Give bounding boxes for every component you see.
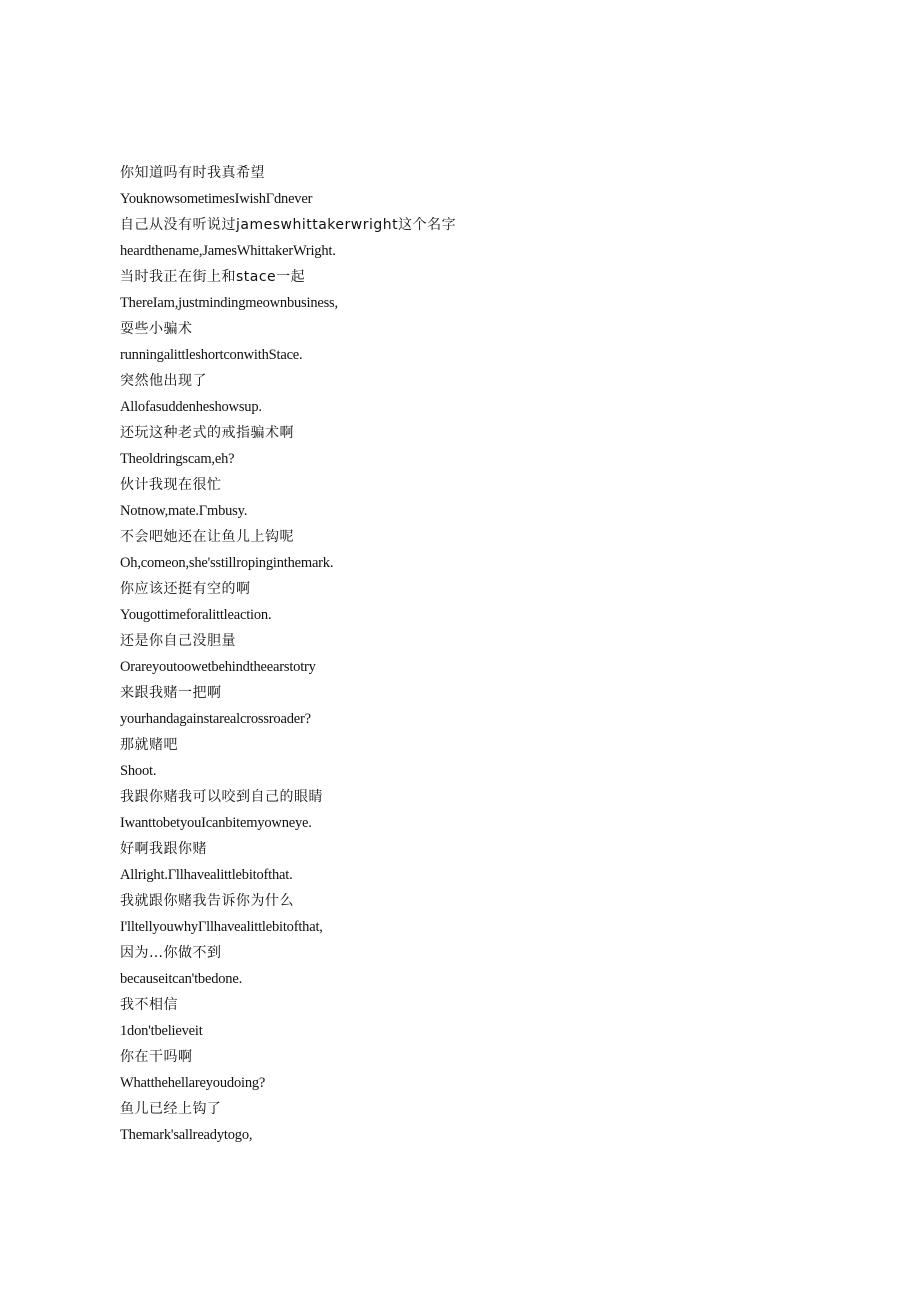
chinese-subtitle-line: 耍些小骗术 xyxy=(120,321,193,337)
english-subtitle-line: Oh,comeon,she'sstillropinginthemark. xyxy=(120,555,334,571)
english-subtitle-line: Shoot. xyxy=(120,763,157,779)
chinese-subtitle-line: 我不相信 xyxy=(120,997,178,1013)
english-subtitle-line: ThereIam,justmindingmeownbusiness, xyxy=(120,295,338,311)
english-subtitle-line: Yougottimeforalittleaction. xyxy=(120,607,272,623)
chinese-subtitle-line: 突然他出现了 xyxy=(120,373,207,389)
english-subtitle-line: Notnow,mate.Γmbusy. xyxy=(120,503,248,519)
chinese-subtitle-line: 那就赌吧 xyxy=(120,737,178,753)
chinese-subtitle-line: 你应该还挺有空的啊 xyxy=(120,581,251,597)
chinese-subtitle-line: 伙计我现在很忙 xyxy=(120,477,222,493)
subtitle-transcript xyxy=(120,160,820,1148)
chinese-subtitle-line: 鱼儿已经上钩了 xyxy=(120,1101,222,1117)
chinese-subtitle-line: 你知道吗有时我真希望 xyxy=(120,165,265,181)
english-subtitle-line: IwanttobetyouIcanbitemyowneye. xyxy=(120,815,312,831)
english-subtitle-line: Allright.Γllhavealittlebitofthat. xyxy=(120,867,293,883)
chinese-subtitle-line: 自己从没有听说过jameswhittakerwright这个名字 xyxy=(120,217,457,233)
english-subtitle-line: becauseitcan'tbedone. xyxy=(120,971,243,987)
chinese-subtitle-line: 来跟我赌一把啊 xyxy=(120,685,222,701)
english-subtitle-line: runningalittleshortconwithStace. xyxy=(120,347,303,363)
english-subtitle-line: Themark'sallreadytogo, xyxy=(120,1127,253,1143)
english-subtitle-line: Allofasuddenheshowsup. xyxy=(120,399,262,415)
chinese-subtitle-line: 你在干吗啊 xyxy=(120,1049,193,1065)
english-subtitle-line: Orareyoutoowetbehindtheearstotry xyxy=(120,659,316,675)
chinese-subtitle-line: 当时我正在街上和stace一起 xyxy=(120,269,306,285)
chinese-subtitle-line: 因为…你做不到 xyxy=(120,945,222,961)
english-subtitle-line: 1don'tbelieveit xyxy=(120,1023,203,1039)
chinese-subtitle-line: 还是你自己没胆量 xyxy=(120,633,236,649)
english-subtitle-line: Whatthehellareyoudoing? xyxy=(120,1075,266,1091)
english-subtitle-line: Theoldringscam,eh? xyxy=(120,451,235,467)
chinese-subtitle-line: 还玩这种老式的戒指骗术啊 xyxy=(120,425,294,441)
english-subtitle-line: yourhandagainstarealcrossroader? xyxy=(120,711,311,727)
chinese-subtitle-line: 我就跟你赌我告诉你为什么 xyxy=(120,893,294,909)
english-subtitle-line: heardthename,JamesWhittakerWright. xyxy=(120,243,336,259)
english-subtitle-line: I'lltellyouwhyΓllhavealittlebitofthat, xyxy=(120,919,323,935)
chinese-subtitle-line: 好啊我跟你赌 xyxy=(120,841,207,857)
english-subtitle-line: YouknowsometimesIwishΓdnever xyxy=(120,191,313,207)
chinese-subtitle-line: 我跟你赌我可以咬到自己的眼睛 xyxy=(120,789,323,805)
chinese-subtitle-line: 不会吧她还在让鱼儿上钩呢 xyxy=(120,529,294,545)
